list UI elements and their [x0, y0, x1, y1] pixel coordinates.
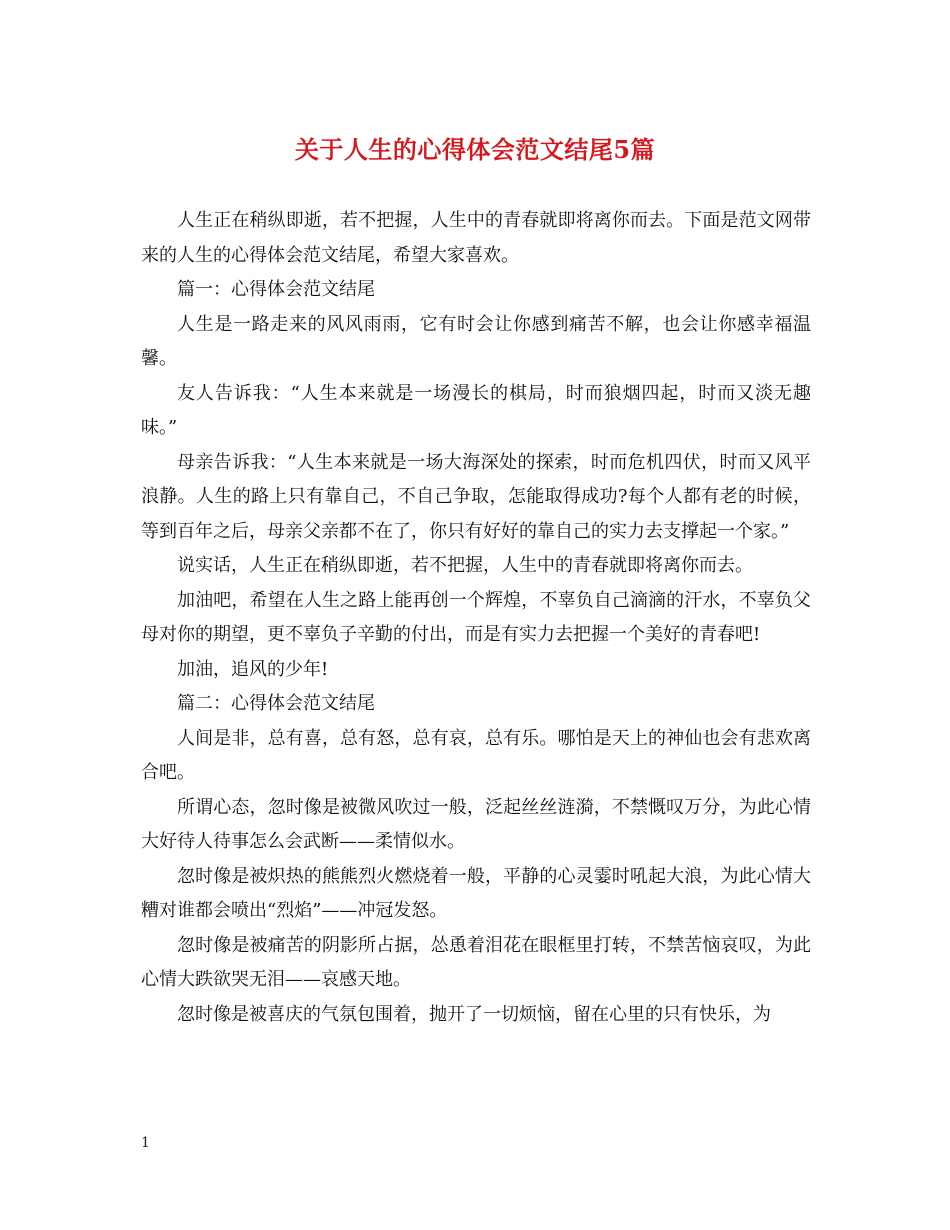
paragraph: 人间是非，总有喜，总有怒，总有哀，总有乐。哪怕是天上的神仙也会有悲欢离合吧。	[141, 727, 811, 783]
section-heading: 篇一：心得体会范文结尾	[177, 279, 375, 300]
section-heading: 篇二：心得体会范文结尾	[177, 693, 375, 714]
paragraph: 说实话，人生正在稍纵即逝，若不把握，人生中的青春就即将离你而去。	[177, 555, 753, 576]
paragraph: 加油吧，希望在人生之路上能再创一个辉煌，不辜负自己滴滴的汗水，不辜负父母对你的期望，更不辜负子辛勤的付出，而是有实力去把握一个美好的青春吧!	[141, 589, 811, 645]
document-title: 关于人生的心得体会范文结尾5篇	[294, 135, 656, 164]
paragraph: 母亲告诉我：“人生本来就是一场大海深处的探索，时而危机四伏，时而又风平浪静。人生的路上只有靠自己，不自己争取，怎能取得成功?每个人都有老的时候，等到百年之后，母亲父亲都不在了，你只有好好的靠自己的实力去支撑起一个家。”	[141, 451, 811, 542]
document-body	[141, 204, 811, 1032]
paragraph: 忽时像是被喜庆的气氛包围着，抛开了一切烦恼，留在心里的只有快乐，为	[177, 1003, 771, 1025]
paragraph: 忽时像是被炽热的熊熊烈火燃烧着一般，平静的心灵霎时吼起大浪，为此心情大糟对谁都会喷出“烈焰”——冲冠发怒。	[141, 865, 811, 921]
paragraph: 友人告诉我：“人生本来就是一场漫长的棋局，时而狼烟四起，时而又淡无趣味。”	[141, 382, 811, 438]
paragraph: 加油，追风的少年!	[177, 658, 329, 680]
paragraph: 人生正在稍纵即逝，若不把握，人生中的青春就即将离你而去。下面是范文网带来的人生的心得体会范文结尾，希望大家喜欢。	[141, 210, 811, 266]
page-number: 1	[141, 1135, 150, 1151]
paragraph: 所谓心态，忽时像是被微风吹过一般，泛起丝丝涟漪，不禁慨叹万分，为此心情大好待人待事怎么会武断——柔情似水。	[141, 796, 811, 852]
paragraph: 人生是一路走来的风风雨雨，它有时会让你感到痛苦不解，也会让你感幸福温馨。	[141, 313, 811, 369]
paragraph: 忽时像是被痛苦的阴影所占据，怂恿着泪花在眼框里打转，不禁苦恼哀叹，为此心情大跌欲哭无泪——哀感天地。	[141, 934, 811, 990]
